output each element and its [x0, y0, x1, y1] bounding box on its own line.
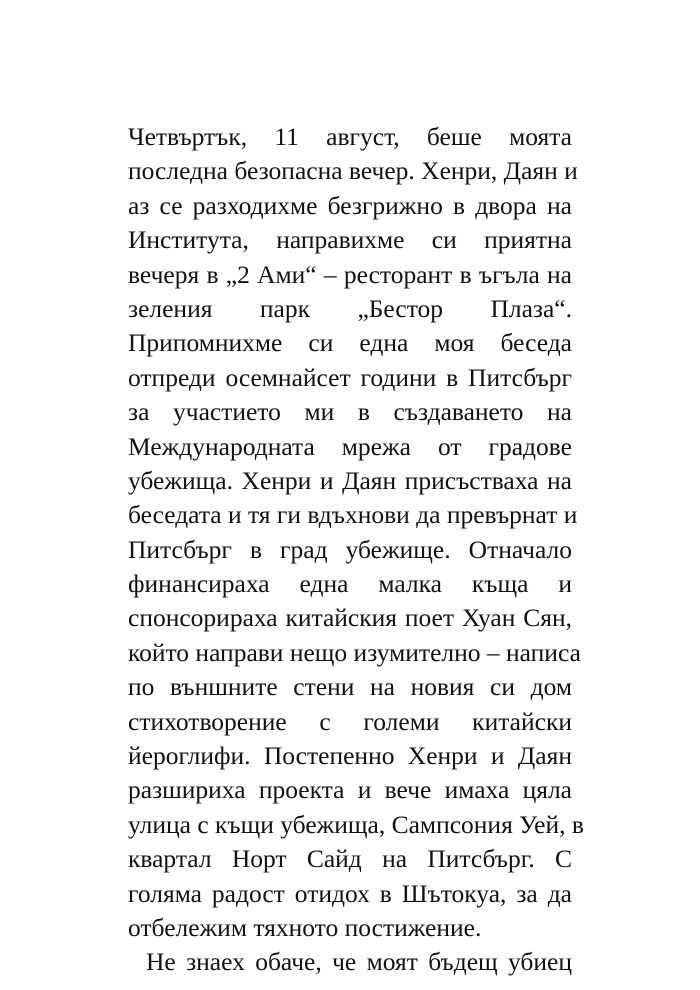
text-line: отпреди осемнайсет години в Питсбърг	[128, 362, 572, 392]
text-line: зеления парк „Бестор Плаза“.	[128, 293, 572, 323]
text-line: квартал Норт Сайд на Питсбърг. С	[128, 844, 572, 874]
text-line: за участието ми в създаването на	[128, 397, 572, 427]
text-line: убежища. Хенри и Даян присъстваха на	[128, 465, 572, 495]
text-line: аз се разходихме безгрижно в двора на	[128, 190, 572, 220]
text-line: Четвъртък, 11 август, беше моята	[128, 122, 572, 151]
text-line: разшириха проекта и вече имаха цяла	[128, 775, 572, 805]
text-line: вечеря в „2 Ами“ – ресторант в ъгъла на	[128, 259, 572, 289]
text-line: Международната мрежа от градове	[128, 431, 572, 461]
text-line: който направи нещо изумително – написа	[128, 637, 581, 667]
text-line: спонсорираха китайския поет Хуан Сян,	[128, 603, 572, 633]
text-line: Питсбърг в град убежище. Отначало	[128, 534, 572, 564]
text-line: Института, направихме си приятна	[128, 225, 572, 255]
text-line: стихотворение с големи китайски	[128, 706, 572, 736]
text-line: финансираха една малка къща и	[128, 569, 572, 599]
text-line: Припомнихме си една моя беседа	[128, 328, 572, 358]
body-text	[128, 120, 584, 980]
text-line: йероглифи. Постепенно Хенри и Даян	[128, 741, 572, 771]
text-line-paragraph-start: Не знаех обаче, че моят бъдещ убиец	[146, 947, 572, 977]
text-line: голяма радост отидох в Шътокуа, за да	[128, 878, 572, 908]
text-line: улица с къщи убежища, Сампсония Уей, в	[128, 809, 584, 839]
text-line: беседата и тя ги вдъхнови да превърнат и	[128, 500, 578, 530]
text-line-paragraph-end: отбележим тяхното постижение.	[128, 912, 482, 942]
text-line: последна безопасна вечер. Хенри, Даян и	[128, 156, 578, 186]
text-line: по външните стени на новия си дом	[128, 672, 572, 702]
